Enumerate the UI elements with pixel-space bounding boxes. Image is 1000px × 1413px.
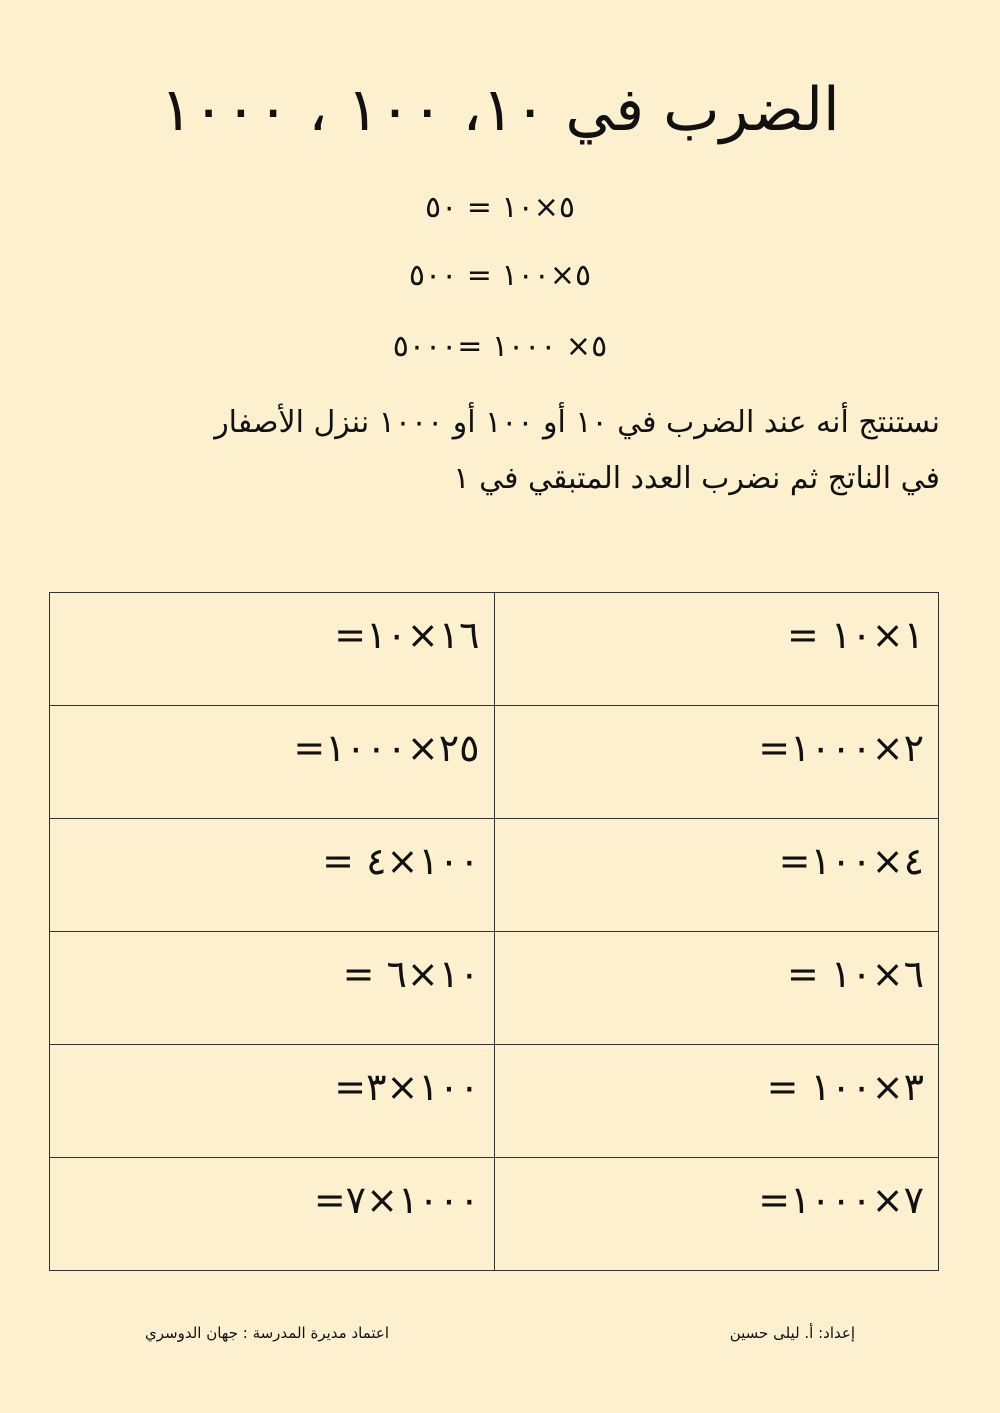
table-row [50, 1158, 939, 1271]
exercise-text: ١×١٠ = [786, 613, 924, 657]
exercise-cell-left[interactable] [50, 932, 495, 1045]
approved-by-credit: اعتماد مديرة المدرسة : جهان الدوسري [145, 1324, 390, 1342]
conclusion-line-1: نستنتج أنه عند الضرب في ١٠ أو ١٠٠ أو ١٠٠٠ ننزل الأصفار [214, 405, 940, 440]
exercise-cell-left[interactable] [50, 706, 495, 819]
table-row [50, 819, 939, 932]
exercise-text: ١٠٠×٣= [334, 1065, 480, 1109]
exercise-cell-right[interactable] [494, 1158, 938, 1271]
exercise-cell-right[interactable] [494, 593, 938, 706]
table-row [50, 593, 939, 706]
conclusion-paragraph [80, 395, 940, 507]
exercise-text: ٦×١٠ = [786, 952, 924, 996]
exercise-text: ٢×١٠٠٠= [758, 726, 924, 770]
page-title: الضرب في ١٠، ١٠٠ ، ١٠٠٠ [160, 75, 840, 145]
exercise-text: ١٦×١٠= [334, 613, 480, 657]
exercise-cell-left[interactable] [50, 1158, 495, 1271]
exercise-cell-right[interactable] [494, 932, 938, 1045]
exercise-text: ١٠٠×٤ = [322, 839, 480, 883]
prepared-by-credit: إعداد: أ. ليلى حسين [729, 1324, 855, 1342]
exercise-text: ٧×١٠٠٠= [758, 1178, 924, 1222]
exercise-text: ١٠٠٠×٧= [313, 1178, 480, 1222]
example-line-3: ٥× ١٠٠٠ =٥٠٠٠ [392, 329, 608, 364]
exercise-cell-left[interactable] [50, 819, 495, 932]
example-line-1: ٥×١٠ = ٥٠ [425, 190, 575, 225]
exercise-text: ٤×١٠٠= [778, 839, 924, 883]
exercise-table [49, 592, 939, 1271]
table-row [50, 1045, 939, 1158]
exercise-cell-left[interactable] [50, 1045, 495, 1158]
exercise-text: ٣×١٠٠ = [766, 1065, 924, 1109]
exercise-cell-left[interactable] [50, 593, 495, 706]
exercise-text: ١٠×٦ = [342, 952, 480, 996]
example-line-2: ٥×١٠٠ = ٥٠٠ [408, 258, 592, 293]
exercise-cell-right[interactable] [494, 819, 938, 932]
table-row [50, 706, 939, 819]
exercise-text: ٢٥×١٠٠٠= [293, 726, 480, 770]
exercise-cell-right[interactable] [494, 706, 938, 819]
exercise-cell-right[interactable] [494, 1045, 938, 1158]
table-row [50, 932, 939, 1045]
conclusion-line-2: في الناتج ثم نضرب العدد المتبقي في ١ [453, 461, 940, 496]
